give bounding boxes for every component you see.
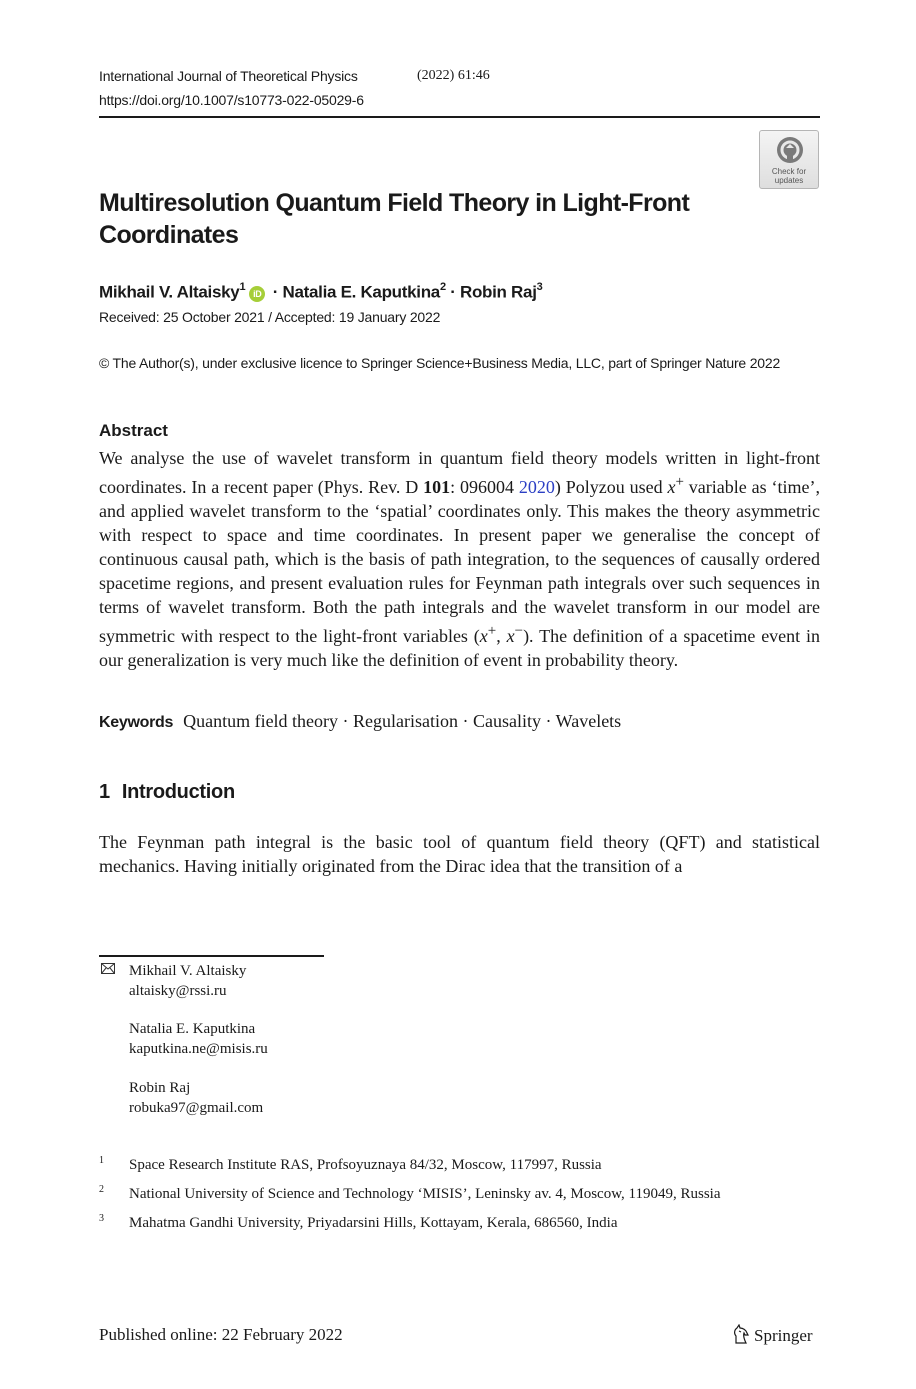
header-rule [99, 116, 820, 118]
journal-name: International Journal of Theoretical Physics [99, 68, 358, 84]
abstract-body: We analyse the use of wavelet transform in quantum field theory models written in light-front coordinates. In a recent paper (Phys. Rev. D 101: 096004 2020) Polyzou used x+ variable as ‘time’, and applied wavelet transform to the ‘spatial’ coordinates only. This makes the theory asymmetric with respect to space and time coordinates. In present paper we generalise the concept of continuous causal path, which is the basis of path integration, to the sequences of causally ordered spacetime regions, and present evaluation rules for Feynman path integrals over such sequences in terms of wavelet transform. Both the path integrals and the wavelet transform in our model are symmetric with respect to the light-front variables (x+, x−). The definition of a spacetime event in our generalization is very much like the definition of event in probability theory. [99, 448, 821, 670]
author-list [99, 282, 542, 303]
badge-line-2: updates [774, 176, 804, 185]
publisher-name: Springer [754, 1326, 813, 1345]
keywords-line [99, 711, 621, 732]
contact-email[interactable]: altaisky@rssi.ru [129, 983, 227, 999]
orcid-icon[interactable]: iD [249, 286, 265, 302]
check-for-updates-icon [775, 135, 805, 165]
author-separator: · [268, 282, 283, 302]
section-heading [99, 781, 235, 804]
author-name[interactable]: Mikhail V. Altaisky [99, 282, 240, 302]
contact-name: Natalia E. Kaputkina [129, 1021, 256, 1037]
abstract-heading: Abstract [99, 421, 168, 440]
check-for-updates-badge[interactable] [759, 130, 819, 189]
author-name[interactable]: Natalia E. Kaputkina [282, 282, 440, 302]
author-affiliation-mark: 1 [239, 281, 246, 293]
contact-name: Mikhail V. Altaisky [129, 963, 247, 979]
contact-block [129, 961, 246, 1001]
badge-line-1: Check for [771, 167, 807, 176]
doi-link[interactable]: https://doi.org/10.1007/s10773-022-05029-6 [99, 92, 364, 108]
affiliation-number: 1 [99, 1155, 104, 1166]
copyright-notice: © The Author(s), under exclusive licence to Springer Science+Business Media, LLC, part of Springer Nature 2022 [99, 355, 781, 371]
affiliation-text: National University of Science and Technology ‘MISIS’, Leninsky av. 4, Moscow, 119049, Russia [129, 1186, 721, 1202]
affiliation-number: 2 [99, 1184, 104, 1195]
affiliation-number: 3 [99, 1213, 104, 1224]
issue-info: (2022) 61:46 [417, 68, 490, 83]
author-name[interactable]: Robin Raj [459, 282, 537, 302]
section-title: Introduction [121, 781, 235, 803]
author-separator: · [445, 282, 460, 302]
publisher-logo [732, 1324, 813, 1346]
received-dates: Received: 25 October 2021 / Accepted: 19 January 2022 [99, 309, 441, 325]
footnote-rule [99, 955, 324, 957]
author-affiliation-mark: 3 [536, 281, 543, 293]
published-online: Published online: 22 February 2022 [99, 1325, 343, 1344]
contact-email[interactable]: robuka97@gmail.com [129, 1100, 264, 1116]
contact-name: Robin Raj [129, 1080, 191, 1096]
contact-block [129, 1019, 268, 1059]
author-affiliation-mark: 2 [439, 281, 446, 293]
citation-link[interactable]: 2020 [518, 477, 555, 497]
keywords-text: Quantum field theory · Regularisation · Causality · Wavelets [183, 711, 622, 731]
affiliation-text: Space Research Institute RAS, Profsoyuznaya 84/32, Moscow, 117997, Russia [129, 1157, 602, 1173]
section-number: 1 [99, 781, 110, 803]
affiliation-text: Mahatma Gandhi University, Priyadarsini Hills, Kottayam, Kerala, 686560, India [129, 1215, 618, 1231]
paper-title: Multiresolution Quantum Field Theory in Light-Front Coordinates [99, 189, 690, 249]
springer-horse-icon [732, 1324, 750, 1344]
keywords-label: Keywords [99, 714, 174, 731]
journal-volume: 101 [423, 477, 451, 497]
contact-email[interactable]: kaputkina.ne@misis.ru [129, 1041, 268, 1057]
intro-paragraph: The Feynman path integral is the basic tool of quantum field theory (QFT) and statistical mechanics. Having initially originated from the Dirac idea that the transition of a [99, 832, 820, 876]
envelope-icon [101, 963, 115, 974]
contact-block [129, 1078, 263, 1118]
